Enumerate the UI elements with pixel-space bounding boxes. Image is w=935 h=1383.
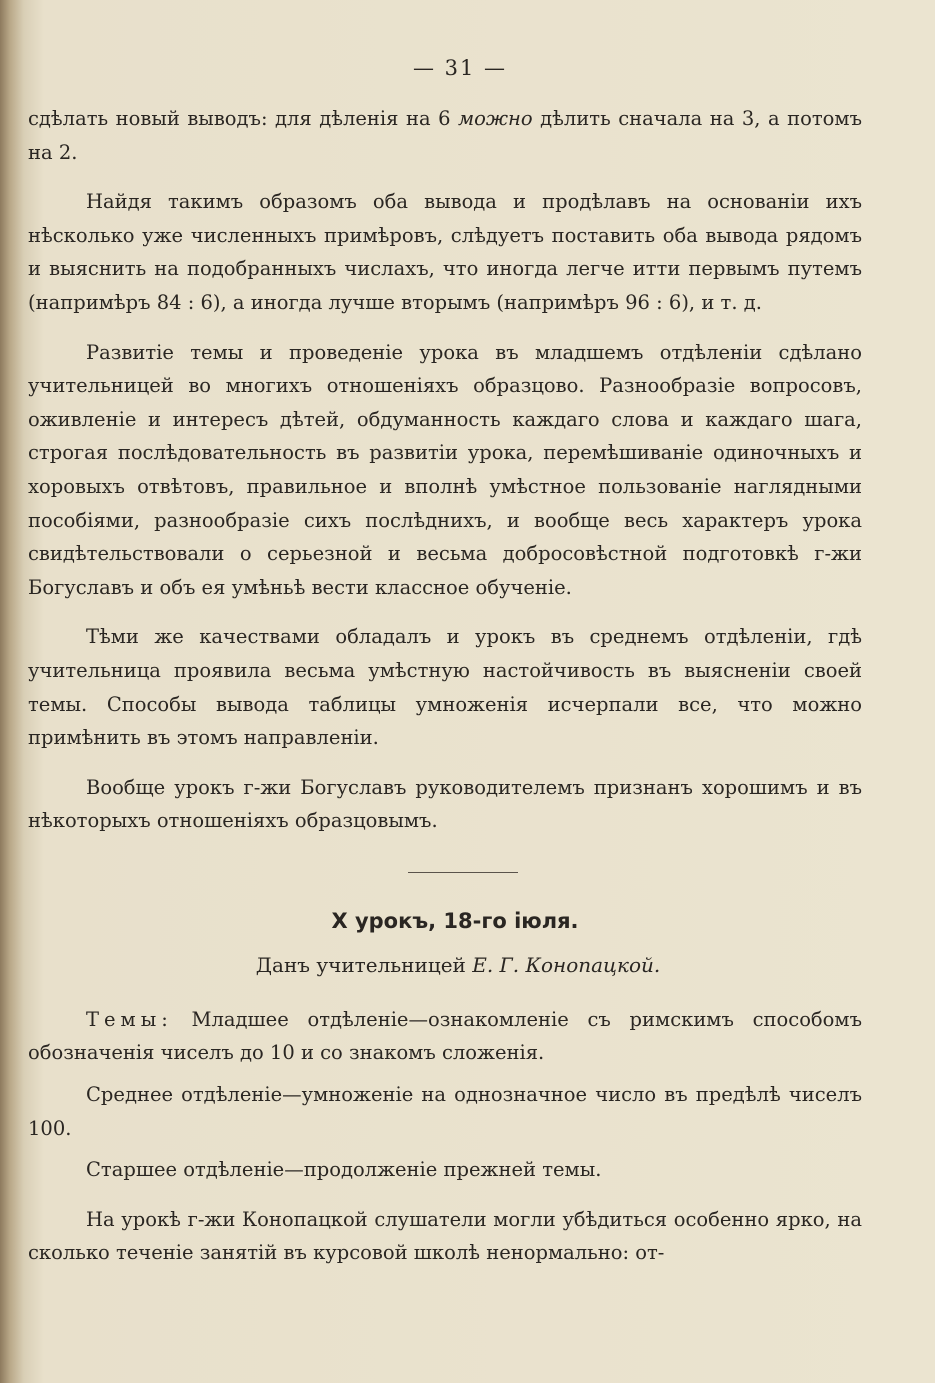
teacher-name: Е. Г. Конопацкой. [472,952,661,977]
closing-paragraph: На урокѣ г-жи Конопацкой слушатели могли убѣдиться особенно ярко, на сколько теченіе занятій въ курсовой школѣ ненормально: от- [28,1207,862,1265]
paragraph-1 [28,102,862,169]
page-number: — 31 — [412,56,508,80]
text-column [28,56,862,1270]
themes-junior-text: Младшее отдѣленіе—ознакомленіе съ римскимъ способомъ обозначенія чиселъ до 10 и со знакомъ сложенія. [28,1007,862,1065]
section-divider [408,872,518,873]
paragraph-1-italic: можно [457,107,533,130]
paragraph-5: Вообще урокъ г-жи Богуславъ руководителемъ признанъ хорошимъ и въ нѣкоторыхъ отношеніяхъ образцовымъ. [28,775,862,833]
paragraph-2: Найдя такимъ образомъ оба вывода и продѣлавъ на основаніи ихъ нѣсколько уже численныхъ примѣровъ, слѣдуетъ поставить оба вывода рядомъ и выяснить на подобранныхъ числахъ, что иногда легче итти первымъ путемъ (напримѣръ 84 : 6), а иногда лучше вторымъ (напримѣръ 96 : 6), и т. д. [28,190,862,314]
paragraph-4: Тѣми же качествами обладалъ и урокъ въ среднемъ отдѣленіи, гдѣ учительница проявила весьма умѣстную настойчивость въ выясненіи своей темы. Способы вывода таблицы умноженія исчерпали все, что можно примѣнить въ этомъ направленіи. [28,625,862,750]
paragraph-1-end: дѣлить сначала на 3, а потомъ на 2. [28,107,862,164]
paragraph-3: Развитіе темы и проведеніе урока въ младшемъ отдѣленіи сдѣлано учительницей во многихъ отношеніяхъ образцово. Разнообразіе вопросовъ, оживленіе и интересъ дѣтей, обдуманность каждаго слова и каждаго шага, строгая послѣдовательность въ развитіи урока, перемѣшиваніе одиночныхъ и хоровыхъ отвѣтовъ, правильное и вполнѣ умѣстное пользованіе наглядными пособіями, разнообразіе сихъ послѣднихъ, и вообще весь характеръ урока свидѣтельствовали о серьезной и весьма добросовѣстной подготовкѣ г-жи Богуславъ и объ ея умѣньѣ вести классное обученіе. [28,340,862,599]
themes-junior [28,1003,862,1070]
themes-label: Темы: [86,1007,173,1031]
themes-senior: Старшее отдѣленіе—продолженіе прежней темы. [86,1158,602,1182]
lesson-teacher-line [28,953,862,977]
teacher-prefix: Данъ учительницей [255,952,466,977]
section-heading: X урокъ, 18-го іюля. [331,908,579,933]
paragraph-1-start: сдѣлать новый выводъ: для дѣленія на 6 [28,107,451,130]
themes-middle: Среднее отдѣленіе—умноженіе на однозначное число въ предѣлѣ чиселъ 100. [28,1083,862,1140]
